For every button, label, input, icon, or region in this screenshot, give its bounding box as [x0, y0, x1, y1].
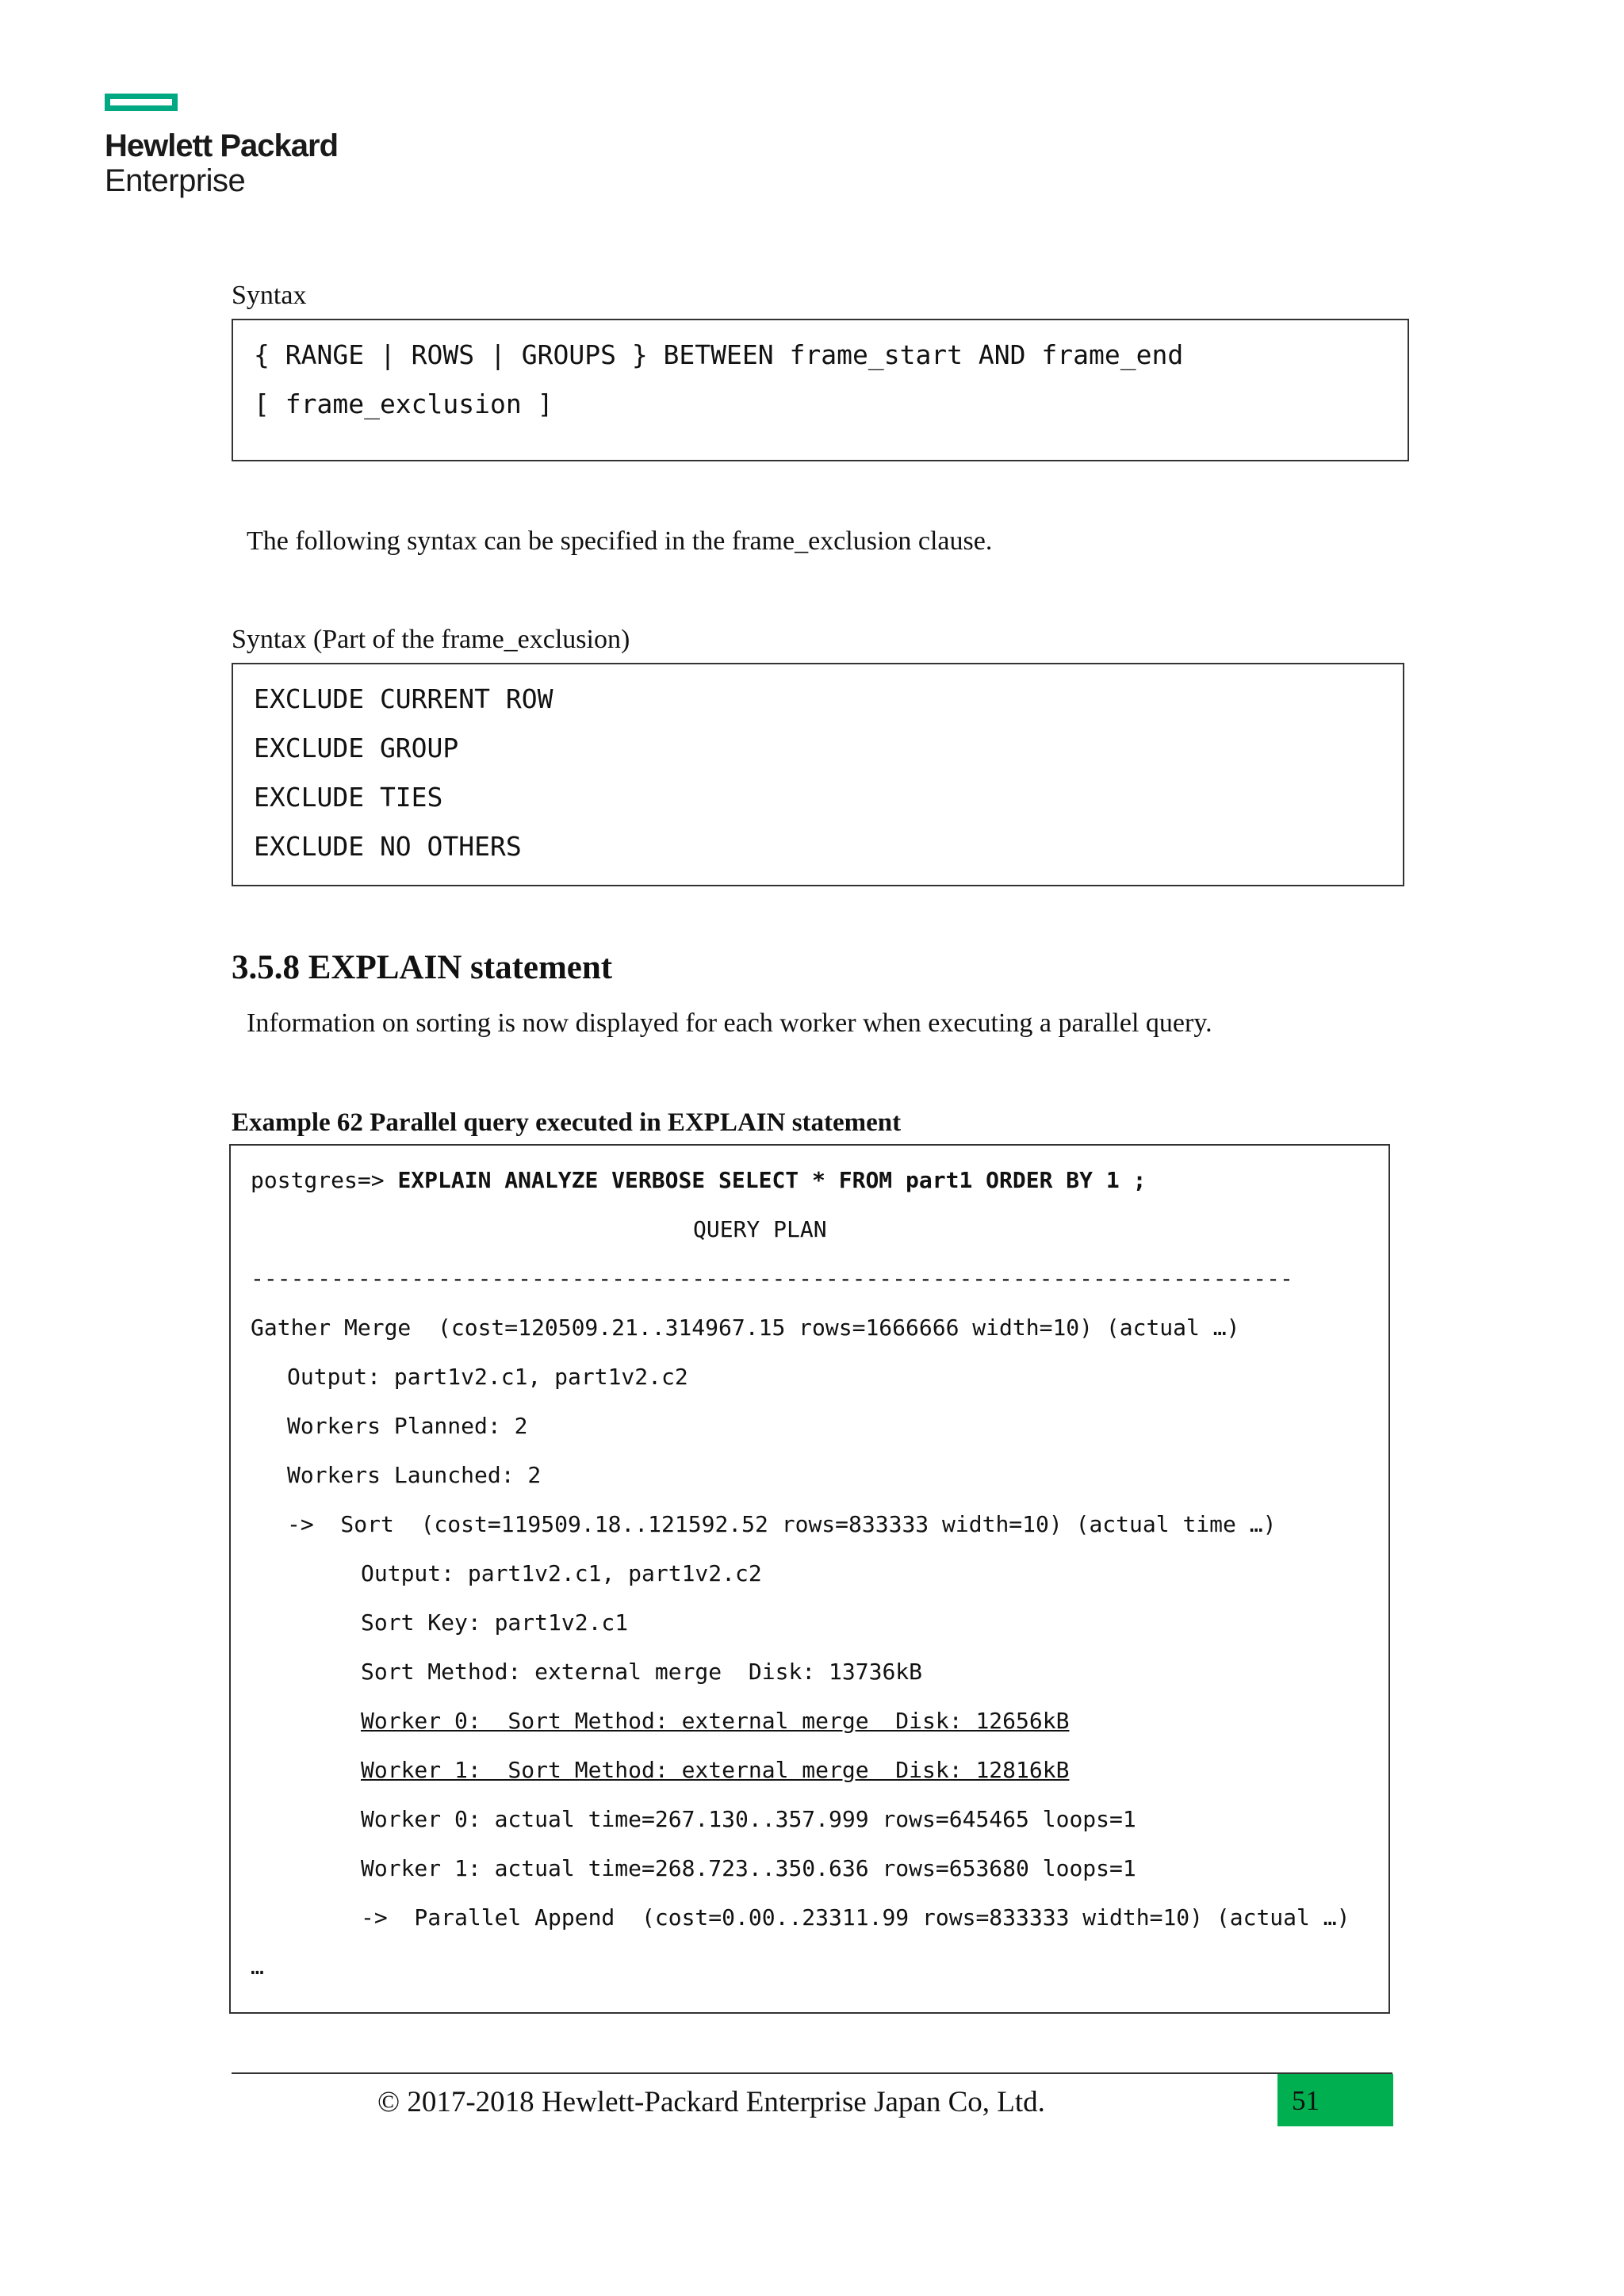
plan-line: -> Sort (cost=119509.18..121592.52 rows=833333 width=10) (actual time …): [287, 1511, 1277, 1537]
plan-line: Sort Key: part1v2.c1: [361, 1609, 629, 1636]
plan-line: Gather Merge (cost=120509.21..314967.15 rows=1666666 width=10) (actual …): [251, 1314, 1240, 1341]
plan-line-highlighted: Worker 0: Sort Method: external merge Disk: 12656kB: [361, 1708, 1070, 1734]
plan-line: -> Parallel Append (cost=0.00..23311.99 rows=833333 width=10) (actual …): [361, 1904, 1350, 1931]
frame-exclusion-code-box: [232, 663, 1404, 886]
logo-text-line2: Enterprise: [105, 163, 246, 198]
explain-code-box: [229, 1144, 1390, 2014]
page-number: 51: [1292, 2085, 1320, 2116]
plan-line: Sort Method: external merge Disk: 13736kB: [361, 1659, 923, 1685]
plan-line: Workers Planned: 2: [287, 1413, 528, 1439]
command-text: EXPLAIN ANALYZE VERBOSE SELECT * FROM part1 ORDER BY 1 ;: [397, 1167, 1147, 1193]
example-caption: Example 62 Parallel query executed in EXPLAIN statement: [232, 1108, 902, 1137]
plan-line: Worker 0: actual time=267.130..357.999 rows=645465 loops=1: [361, 1806, 1136, 1832]
code-line: [ frame_exclusion ]: [254, 388, 553, 419]
code-line-command: [251, 1167, 1146, 1193]
plan-line: Output: part1v2.c1, part1v2.c2: [361, 1560, 762, 1586]
section-heading: 3.5.8 EXPLAIN statement: [232, 949, 613, 986]
prompt-text: postgres=>: [251, 1167, 398, 1193]
code-line: EXCLUDE GROUP: [254, 733, 459, 763]
logo-text-line1: Hewlett Packard: [105, 128, 339, 163]
plan-line-ellipsis: …: [251, 1954, 264, 1980]
separator-rule: ------------------------------------------------------------------------------: [251, 1265, 1293, 1292]
plan-line-highlighted: Worker 1: Sort Method: external merge Disk: 12816kB: [361, 1757, 1070, 1783]
section-paragraph: Information on sorting is now displayed for each worker when executing a parallel query.: [247, 1008, 1212, 1038]
footer-rule: [232, 2072, 1392, 2074]
plan-line: Worker 1: actual time=268.723..350.636 rows=653680 loops=1: [361, 1855, 1136, 1881]
syntax-caption: Syntax: [232, 281, 307, 310]
footer-copyright: © 2017-2018 Hewlett-Packard Enterprise Japan Co, Ltd.: [377, 2086, 1045, 2118]
code-line: EXCLUDE CURRENT ROW: [254, 683, 553, 714]
body-paragraph: The following syntax can be specified in the frame_exclusion clause.: [247, 526, 993, 556]
query-plan-header: QUERY PLAN: [693, 1216, 827, 1242]
plan-line: Output: part1v2.c1, part1v2.c2: [287, 1364, 688, 1390]
syntax-frame-exclusion-caption: Syntax (Part of the frame_exclusion): [232, 625, 630, 654]
plan-line: Workers Launched: 2: [287, 1462, 542, 1488]
hpe-logo-mark-icon: [105, 94, 178, 111]
code-line: EXCLUDE TIES: [254, 782, 443, 813]
code-line: EXCLUDE NO OTHERS: [254, 831, 522, 862]
page-number-badge: [1277, 2074, 1393, 2126]
code-line: { RANGE | ROWS | GROUPS } BETWEEN frame_start AND frame_end: [254, 339, 1184, 370]
syntax-code-box: [232, 319, 1409, 461]
